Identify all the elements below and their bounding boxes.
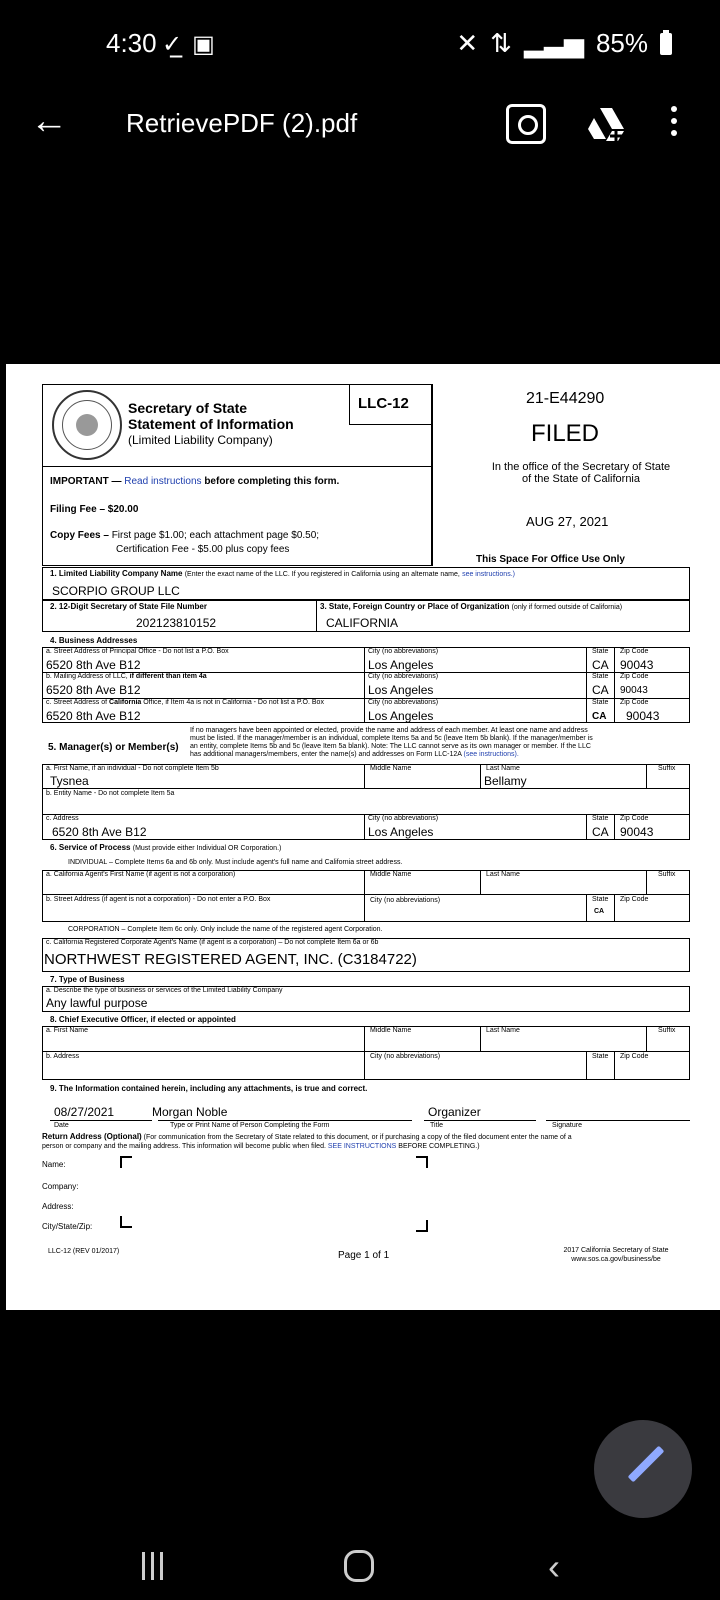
home-button[interactable] <box>344 1550 374 1582</box>
filing-fee: Filing Fee – $20.00 <box>50 504 139 515</box>
california-office-state: CA <box>592 711 607 722</box>
section-8-label: 8. Chief Executive Officer, if elected or appointed <box>50 1015 236 1024</box>
office-use-only: This Space For Office Use Only <box>476 554 625 565</box>
principal-street: 6520 8th Ave B12 <box>46 658 141 672</box>
system-nav-bar <box>0 1540 720 1600</box>
add-to-drive-icon[interactable] <box>586 104 626 144</box>
form-revision: LLC-12 (REV 01/2017) <box>48 1248 120 1255</box>
member-city: Los Angeles <box>368 825 434 839</box>
form-code: LLC-12 <box>358 395 409 412</box>
filed-date: AUG 27, 2021 <box>526 514 609 529</box>
copy-fees: Copy Fees – First page $1.00; each attachment page $0.50; <box>50 530 320 541</box>
section-6-label: 6. Service of Process (Must provide either Individual OR Corporation.) <box>50 843 282 852</box>
filed-stamp: FILED <box>531 420 600 447</box>
download-complete-icon: ✓̲ <box>162 31 183 58</box>
registered-agent-value: NORTHWEST REGISTERED AGENT, INC. (C3184722) <box>44 951 417 968</box>
bracket-bottom-right <box>416 1220 428 1232</box>
nav-back-button[interactable]: ‹ <box>548 1546 560 1587</box>
organization-place-value: CALIFORNIA <box>326 616 399 630</box>
clock: 4:30 <box>106 28 157 58</box>
california-office-zip: 90043 <box>626 709 660 723</box>
member-state: CA <box>592 825 609 839</box>
california-office-street: 6520 8th Ave B12 <box>46 709 141 723</box>
battery-icon <box>660 33 672 55</box>
document-title: RetrievePDF (2).pdf <box>126 108 358 138</box>
business-type-value: Any lawful purpose <box>46 996 148 1010</box>
edit-fab-button[interactable] <box>594 1420 692 1518</box>
section-4-label: 4. Business Addresses <box>50 636 138 645</box>
pdf-page[interactable]: Secretary of State Statement of Information (Limited Liability Company) LLC-12 IMPORTANT — Read instructions before completing this form. Filing Fee – $20.00 Copy Fees – First page $1.00; each attachment page $0.50; Certification Fee - $5.00 plus copy fees 21-E44290 FILED In the office of the Secretary of State of the State of California AUG 27, 2021 This Space For Office Use Only 1. Limited Liability Company Name (Enter the exact name of the LLC. If you registered in California using an alternate name, see instructions.) SCORPIO GROUP LLC 2. 12-Digit Secretary of State File Number 202123810152 3. State, Foreign Country or Place of Organization (only if formed outside of California) CALIFORNIA 4. Business Addresses a. Street Address of Principal Office - Do not list a P.O. Box 6520 8th Ave B12 City (no abbreviations) Los Angeles State CA Zip Code 90043 b. Mailing Address of LLC, if different than item 4a 6520 8th Ave B12 City (no abbreviations) Los Angeles State CA Zip Code 90043 c. Street Address of California Office, if Item 4a is not in California - Do not list a P.O. Box 6520 8th Ave B12 City (no abbreviations) Los Angeles State CA Zip Code 90043 5. Manager(s) or Member(s) If no managers have been appointed or elected, provide the name and address of each member. At least one name and address must be listed. If the manager/member is an individual, complete Items 5a and 5c (leave Item 5b blank). If the manager/member is an entity, complete Items 5b and 5c (leave Item 5a blank). Note: The LLC cannot serve as its own manager or member. If the LLC has additional managers/members, enter the name(s) and addresses on Form LLC-12A (see instructions). a. First Name, if an individual - Do not complete Item 5b Tysnea Middle Name Last Name Bellamy Suffix b. Entity Name - Do not complete Item 5a c. Address 6520 8th Ave B12 City (no abbreviations) Los Angeles State CA Zip Code 90043 6. Service of Process (Must provide either Individual OR Corporation.) INDIVIDUAL – Complete Items 6a and 6b only. Must include agent's full name and California street address. a. California Agent's First Name (if agent is not a corporation) Middle Name Last Name Suffix b. Street Address (if agent is not a corporation) - Do not enter a P.O. Box City (no abbreviations) State CA Zip Code CORPORATION – Complete Item 6c only. Only include the name of the registered agent Corporation. c. California Registered Corporate Agent's Name (if agent is a corporation) – Do not complete Item 6a or 6b NORTHWEST REGISTERED AGENT, INC. (C3184722) 7. Type of Business a. Describe the type of business or services of the Limited Liability Company Any lawful purpose 8. Chief Executive Officer, if elected or appointed a. First Name Middle Name Last Name Suffix b. Address City (no abbreviations) State Zip Code 9. The Information contained herein, including any attachments, is true and correct. 08/27/2021 Morgan Noble Organizer Date Type or Print Name of Person Completing the Form Title Signature Return Address (Optional) (For communication from the Secretary of State related to this document, or if purchasing a copy of the filed document enter the name of a person or company and the mailing address. This information will become public when filed. SEE INSTRUCTIONS BEFORE COMPLETING.) Name: Company: Address: City/State/Zip: LLC-12 (REV 01/2017) Page 1 of 1 2017 California Secretary of State www.sos.ca.gov/business/be <box>6 364 720 1310</box>
llc-name-value: SCORPIO GROUP LLC <box>52 584 180 598</box>
battery-percent: 85% <box>595 28 648 58</box>
mailing-zip: 90043 <box>620 685 648 696</box>
search-document-icon[interactable] <box>506 104 546 144</box>
page-number: Page 1 of 1 <box>338 1250 390 1261</box>
member-zip: 90043 <box>620 825 654 839</box>
section-5-label: 5. Manager(s) or Member(s) <box>48 742 179 753</box>
signer-title: Organizer <box>428 1105 481 1119</box>
california-office-city: Los Angeles <box>368 709 434 723</box>
certification-fee: Certification Fee - $5.00 plus copy fees <box>116 544 290 555</box>
section-3-label: 3. State, Foreign Country or Place of Organization (only if formed outside of California) <box>320 602 623 611</box>
mute-icon: ✕ <box>456 28 479 58</box>
section-1-label: 1. Limited Liability Company Name (Enter the exact name of the LLC. If you registered in California using an alternate name, see instructions.) <box>50 569 515 578</box>
section-2-label: 2. 12-Digit Secretary of State File Number <box>50 602 207 611</box>
important-note: IMPORTANT — Read instructions before completing this form. <box>50 476 340 487</box>
app-bar <box>0 90 720 166</box>
return-instructions-link[interactable]: SEE INSTRUCTIONS <box>327 1143 397 1150</box>
california-seal <box>52 390 122 460</box>
section-5-instructions: If no managers have been appointed or elected, provide the name and address of each member. At least one name and address must be listed. If the manager/member is an individual, complete Items 5a and 5c (leave Item 5b blank). If the manager/member is an entity, complete Items 5b and 5c (leave Item 5a blank). Note: The LLC cannot serve as its own manager or member. If the LLC has additional managers/members, enter the name(s) and addresses on Form LLC-12A (see instructions). <box>190 727 593 758</box>
bracket-bottom-left <box>120 1216 132 1228</box>
mailing-street: 6520 8th Ave B12 <box>46 683 141 697</box>
signal-icon: ▂▃▅ <box>523 28 584 58</box>
mailing-state: CA <box>592 683 609 697</box>
form-subtitle: (Limited Liability Company) <box>128 433 273 447</box>
more-options-icon[interactable] <box>664 104 684 144</box>
bracket-top-right <box>416 1156 428 1168</box>
principal-state: CA <box>592 658 609 672</box>
file-number-value: 202123810152 <box>136 616 217 630</box>
section-6-corporation: CORPORATION – Complete Item 6c only. Only include the name of the registered agent Corporation. <box>68 926 383 933</box>
back-arrow-icon[interactable]: ← <box>30 100 68 142</box>
principal-zip: 90043 <box>620 658 654 672</box>
network-4g-icon: ⇅ <box>490 28 512 58</box>
bracket-top-left <box>120 1156 132 1168</box>
gallery-icon: ▣ <box>192 31 215 58</box>
section-6-individual: INDIVIDUAL – Complete Items 6a and 6b only. Must include agent's full name and California street address. <box>68 859 403 866</box>
document-number: 21-E44290 <box>526 390 605 407</box>
status-bar <box>0 0 720 90</box>
pencil-icon <box>628 1446 665 1483</box>
return-address-note: Return Address (Optional) (For communication from the Secretary of State related to this document, or if purchasing a copy of the filed document enter the name of a person or company and the mailing address. This information will become public when filed. SEE INSTRUCTIONS BEFORE COMPLETING.) <box>42 1132 572 1150</box>
signer-name: Morgan Noble <box>152 1105 228 1119</box>
form-footer-right: 2017 California Secretary of State www.sos.ca.gov/business/be <box>563 1247 669 1263</box>
agency-title: Secretary of State <box>128 400 248 416</box>
form-title: Statement of Information <box>128 416 294 432</box>
member-street: 6520 8th Ave B12 <box>52 825 147 839</box>
member-first-name: Tysnea <box>50 774 89 788</box>
read-instructions-link[interactable]: Read instructions <box>124 476 202 487</box>
recent-apps-button[interactable] <box>142 1552 163 1580</box>
agent-state: CA <box>594 908 605 915</box>
principal-city: Los Angeles <box>368 658 434 672</box>
member-last-name: Bellamy <box>484 774 527 788</box>
mailing-city: Los Angeles <box>368 683 434 697</box>
office-text: In the office of the Secretary of State of the State of California <box>491 461 671 485</box>
signature-date: 08/27/2021 <box>54 1105 115 1119</box>
section-9-label: 9. The Information contained herein, including any attachments, is true and correct. <box>50 1084 368 1093</box>
section-7-label: 7. Type of Business <box>50 975 125 984</box>
